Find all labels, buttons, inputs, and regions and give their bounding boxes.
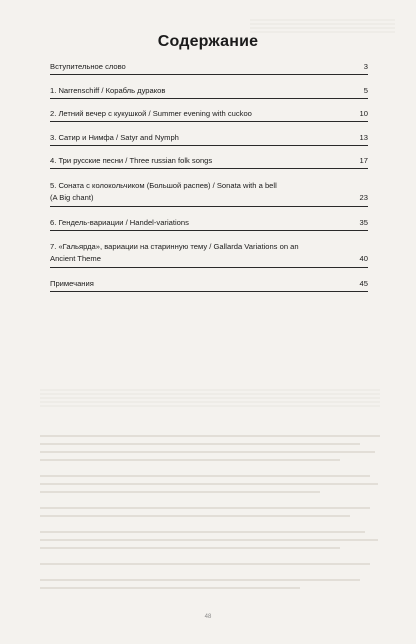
toc-entry-title-line1: 7. «Гальярда», вариации на старинную тему / Gallarda Variations on an: [50, 242, 299, 251]
toc-entry-page: 5: [363, 85, 368, 95]
toc-entry-1[interactable]: [50, 86, 368, 99]
toc-entry-intro[interactable]: [50, 62, 368, 75]
toc-entry-5[interactable]: [50, 180, 368, 207]
toc-entry-notes[interactable]: [50, 279, 368, 292]
page-title: Содержание: [157, 33, 259, 50]
toc-entry-page: 45: [359, 279, 368, 288]
toc-entry-title: 6. Гендель-вариации / Handel-variations: [50, 217, 189, 227]
toc-entry-page: 3: [363, 62, 368, 71]
toc-entry-title: 3. Сатир и Нимфа / Satyr and Nymph: [50, 132, 179, 142]
page-number: 48: [204, 614, 212, 620]
toc-entry-title: [50, 241, 356, 265]
toc-entry-2[interactable]: [50, 109, 368, 122]
toc-entry-4[interactable]: [50, 156, 368, 169]
toc-entry-title: 4. Три русские песни / Three russian folk songs: [50, 156, 213, 165]
toc-entry-page: 35: [359, 217, 368, 227]
toc-entry-page: 10: [359, 109, 368, 118]
toc-entry-page: 17: [359, 156, 368, 165]
toc-entry-title-line1: 5. Соната с колокольчиком (Большой распев) / Sonata with a bell: [50, 180, 277, 190]
toc-entry-title: Вступительное слово: [50, 62, 126, 71]
toc-entry-title-line2: (A Big chant): [50, 192, 94, 202]
toc-entry-page: 40: [359, 254, 368, 263]
toc-entry-title-line2: Ancient Theme: [50, 254, 101, 263]
toc-entry-page: 13: [359, 132, 368, 142]
toc-entry-3[interactable]: [50, 133, 368, 146]
table-of-contents: [50, 62, 368, 303]
toc-entry-6[interactable]: [50, 218, 368, 231]
toc-entry-title: 1. Narrenschiff / Корабль дураков: [50, 85, 166, 95]
toc-entry-title: [50, 180, 356, 204]
toc-entry-title: 2. Летний вечер с кукушкой / Summer evening with cuckoo: [50, 109, 252, 118]
toc-entry-7[interactable]: [50, 241, 368, 268]
toc-entry-page: 23: [359, 192, 368, 202]
toc-entry-title: Примечания: [50, 279, 94, 288]
